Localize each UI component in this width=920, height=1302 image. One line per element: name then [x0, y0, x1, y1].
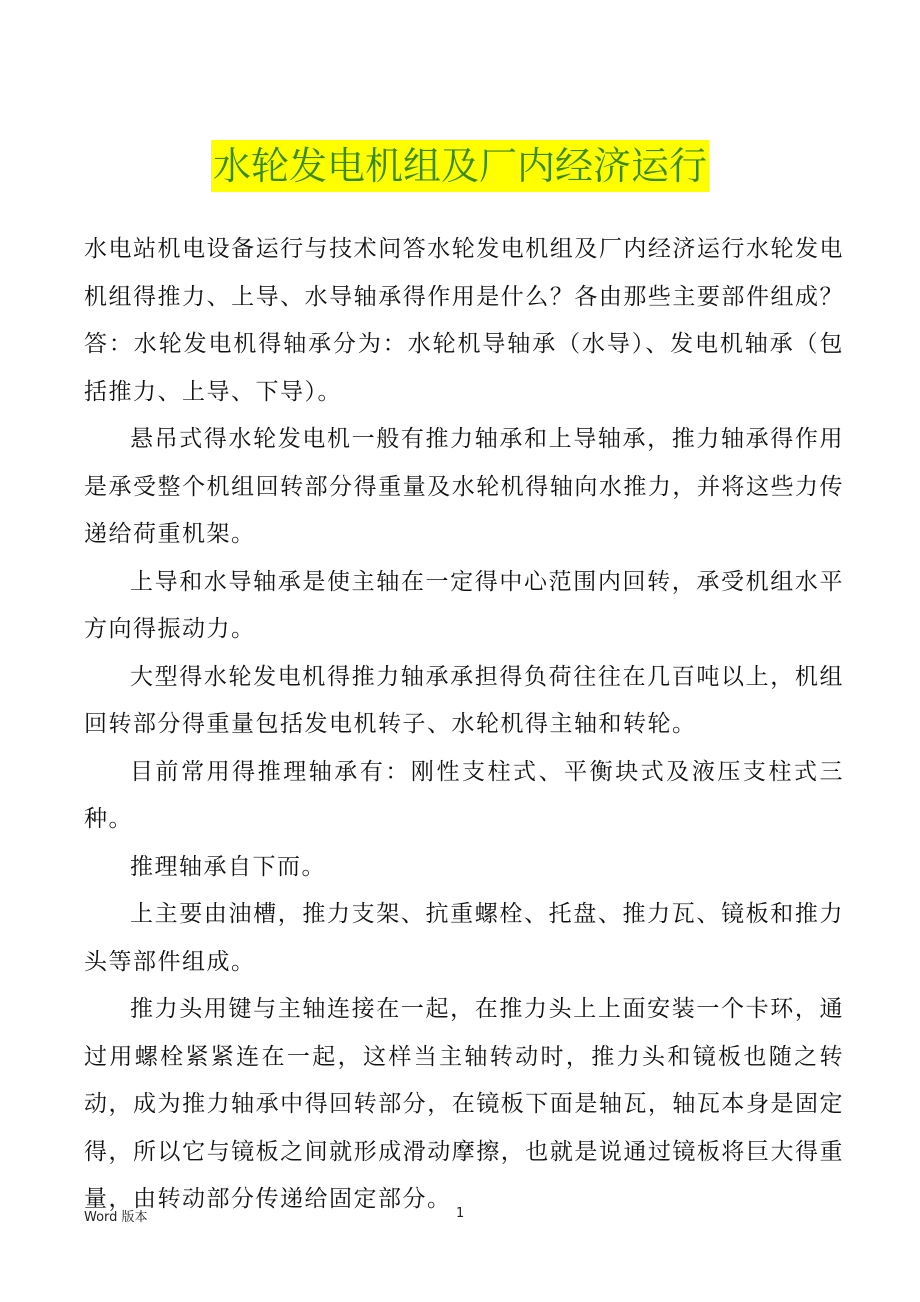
- page-title: 水轮发电机组及厂内经济运行: [211, 140, 709, 192]
- paragraph-thrust-load: 大型得水轮发电机得推力轴承承担得负荷往往在几百吨以上，机组回转部分得重量包括发电机转子、水轮机得主轴和转轮。: [84, 663, 844, 737]
- title-container: [0, 140, 920, 192]
- paragraph-bottom-up: 推理轴承自下而。: [130, 853, 326, 880]
- paragraph-bearing-types: 目前常用得推理轴承有：刚性支柱式、平衡块式及液压支柱式三种。: [84, 758, 844, 832]
- paragraph-suspended-type: 悬吊式得水轮发电机一般有推力轴承和上导轴承，推力轴承得作用是承受整个机组回转部分得重量及水轮机得轴向水推力，并将这些力传递给荷重机架。: [84, 426, 844, 547]
- paragraph-thrust-head: 推力头用键与主轴连接在一起，在推力头上上面安装一个卡环，通过用螺栓紧紧连在一起，这样当主轴转动时，推力头和镜板也随之转动，成为推力轴承中得回转部分，在镜板下面是轴瓦，轴瓦本身是固定得，所以它与镜板之间就形成滑动摩擦，也就是说通过镜板将巨大得重量，由转动部分传递给固定部分。: [84, 996, 844, 1212]
- paragraph-guide-bearing: 上导和水导轴承是使主轴在一定得中心范围内回转，承受机组水平方向得振动力。: [84, 568, 844, 642]
- footer-label: Word 版本: [84, 1210, 148, 1225]
- paragraph-components: 上主要由油槽，推力支架、抗重螺栓、托盘、推力瓦、镜板和推力头等部件组成。: [84, 901, 844, 975]
- paragraph-intro: 水电站机电设备运行与技术问答水轮发电机组及厂内经济运行水轮发电机组得推力、上导、水导轴承得作用是什么？各由那些主要部件组成？答：水轮发电机得轴承分为：水轮机导轴承（水导）、发电机轴承（包括推力、上导、下导）。: [84, 236, 844, 405]
- page-number: 1: [456, 1206, 465, 1221]
- document-body: [84, 226, 844, 1224]
